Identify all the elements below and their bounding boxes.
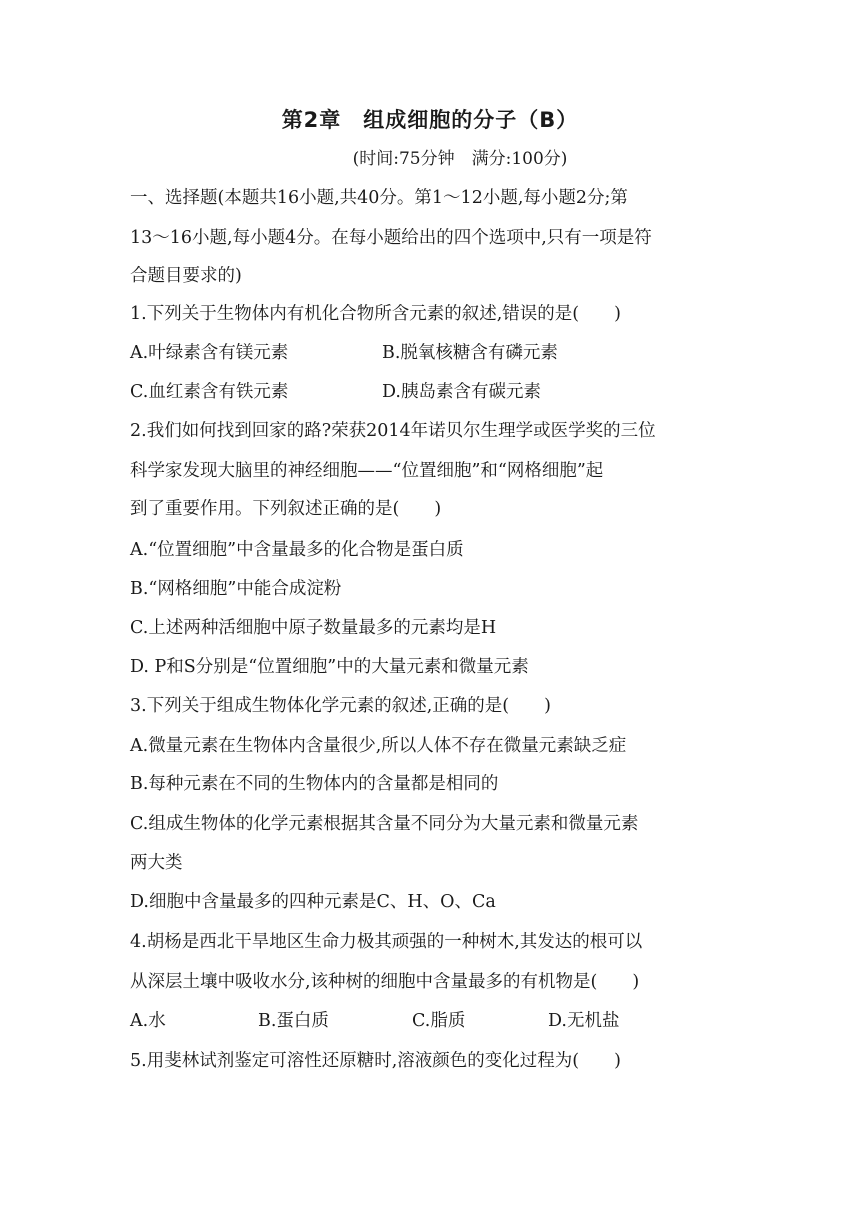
question-1-option-b: B.脱氧核糖含有磷元素	[382, 343, 558, 363]
question-2-stem-line-3: 到了重要作用。下列叙述正确的是( )	[130, 499, 442, 519]
question-1-stem: 1.下列关于生物体内有机化合物所含元素的叙述,错误的是( )	[130, 304, 621, 324]
section-instructions-line-2: 13～16小题,每小题4分。在每小题给出的四个选项中,只有一项是符	[130, 228, 652, 248]
question-2-option-c: C.上述两种活细胞中原子数量最多的元素均是H	[130, 618, 497, 638]
question-1-option-a: A.叶绿素含有镁元素	[130, 343, 289, 363]
question-2-option-d: D. P和S分别是“位置细胞”中的大量元素和微量元素	[130, 657, 529, 677]
question-3-option-c-line-1: C.组成生物体的化学元素根据其含量不同分为大量元素和微量元素	[130, 814, 639, 834]
question-3-option-c-line-2: 两大类	[130, 853, 183, 873]
section-instructions-line-1: 一、选择题(本题共16小题,共40分。第1～12小题,每小题2分;第	[130, 188, 628, 208]
question-3-option-b: B.每种元素在不同的生物体内的含量都是相同的	[130, 774, 499, 794]
section-instructions-line-3: 合题目要求的)	[130, 266, 242, 286]
question-1-option-d: D.胰岛素含有碳元素	[382, 382, 541, 402]
question-3-stem: 3.下列关于组成生物体化学元素的叙述,正确的是( )	[130, 696, 551, 716]
question-4-option-b: B.蛋白质	[258, 1011, 329, 1031]
question-2-option-a: A.“位置细胞”中含量最多的化合物是蛋白质	[130, 540, 464, 560]
question-4-option-d: D.无机盐	[548, 1011, 620, 1031]
question-1-option-c: C.血红素含有铁元素	[130, 382, 289, 402]
question-2-stem-line-2: 科学家发现大脑里的神经细胞——“位置细胞”和“网格细胞”起	[130, 461, 604, 481]
page-title: 第2章 组成细胞的分子（B）	[281, 108, 579, 132]
question-2-stem-line-1: 2.我们如何找到回家的路?荣获2014年诺贝尔生理学或医学奖的三位	[130, 421, 656, 441]
question-4-stem-line-2: 从深层土壤中吸收水分,该种树的细胞中含量最多的有机物是( )	[130, 972, 640, 992]
exam-info: (时间:75分钟 满分:100分)	[352, 149, 568, 169]
question-5-stem: 5.用斐林试剂鉴定可溶性还原糖时,溶液颜色的变化过程为( )	[130, 1051, 621, 1071]
question-4-option-c: C.脂质	[412, 1011, 466, 1031]
question-3-option-a: A.微量元素在生物体内含量很少,所以人体不存在微量元素缺乏症	[130, 736, 627, 756]
question-3-option-d: D.细胞中含量最多的四种元素是C、H、O、Ca	[130, 892, 496, 912]
question-4-stem-line-1: 4.胡杨是西北干旱地区生命力极其顽强的一种树木,其发达的根可以	[130, 932, 643, 952]
question-4-option-a: A.水	[130, 1011, 166, 1031]
question-2-option-b: B.“网格细胞”中能合成淀粉	[130, 579, 342, 599]
